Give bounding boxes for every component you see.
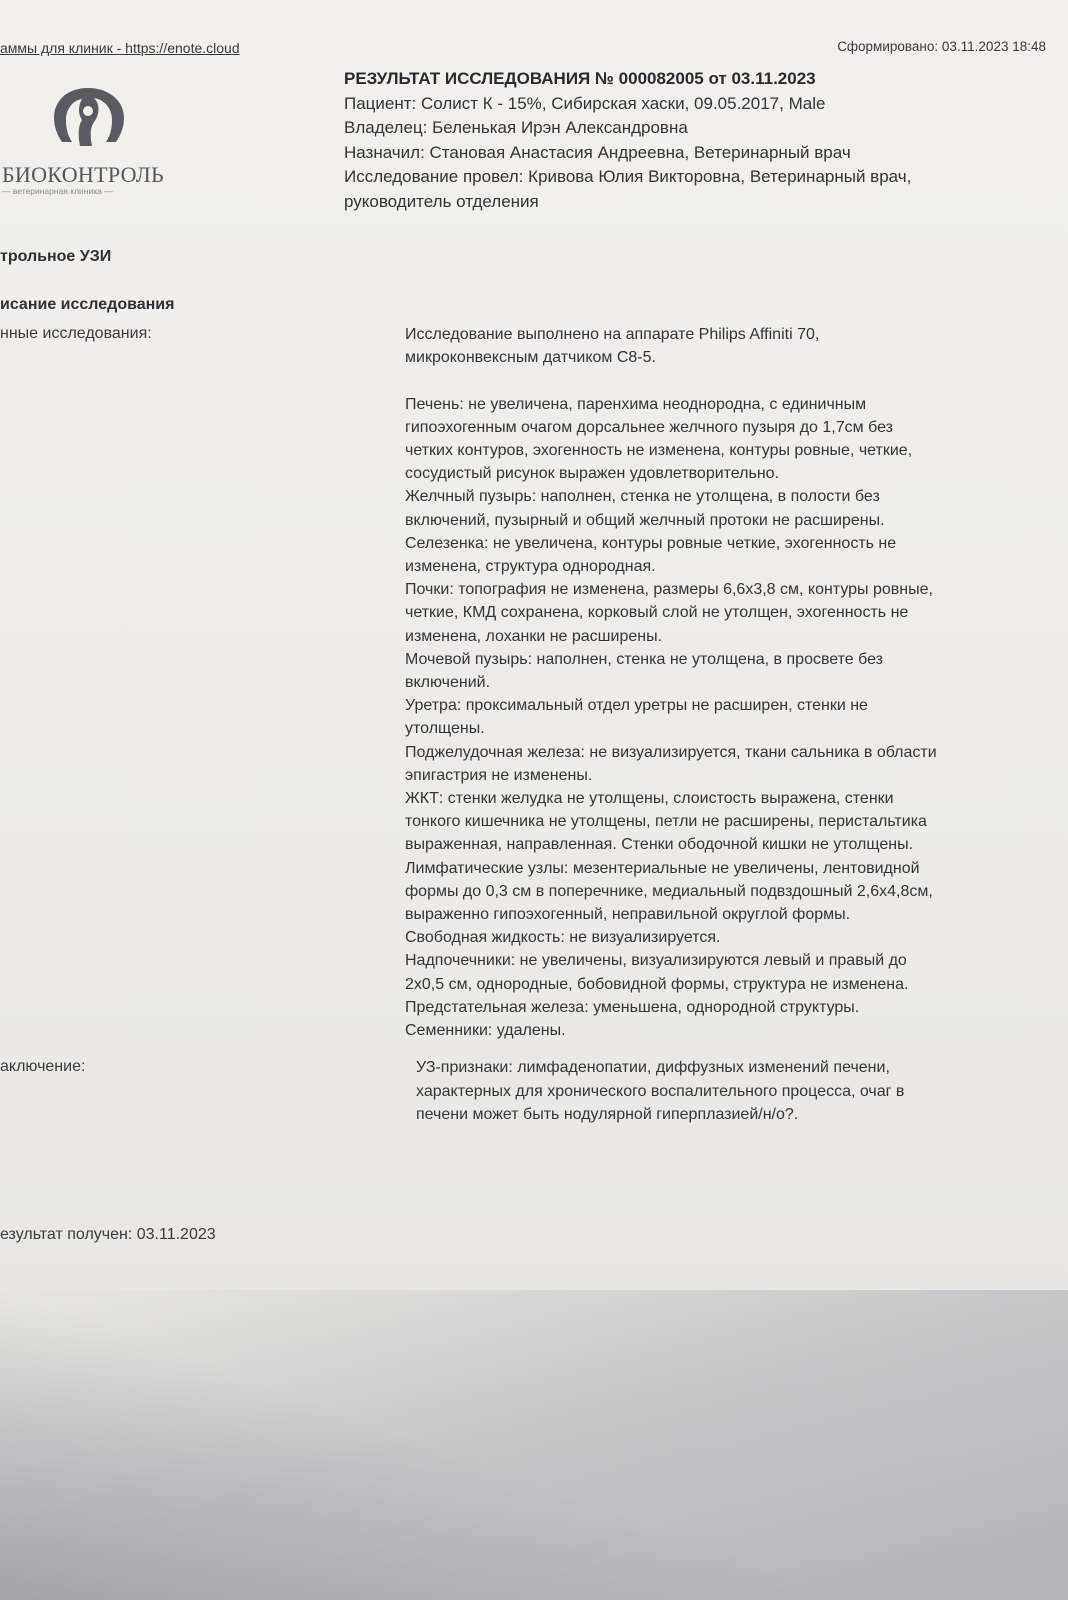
owner-line: Владелец: Беленькая Ирэн Александровна bbox=[344, 118, 688, 137]
findings-line: выраженно гипоэхогенный, неправильной округлой формы. bbox=[405, 906, 851, 924]
findings-line: формы до 0,3 см в поперечнике, медиальный подвздошный 2,6х4,8см, bbox=[405, 882, 933, 900]
findings-line: утолщены. bbox=[405, 720, 485, 738]
findings-line: Надпочечники: не увеличены, визуализируются левый и правый до bbox=[405, 952, 907, 970]
clinic-name: БИОКОНТРОЛЬ bbox=[2, 162, 164, 187]
clinic-subtitle: — ветеринарная клиника — bbox=[2, 186, 113, 196]
findings-line: эпигастрия не изменены. bbox=[405, 766, 593, 784]
findings-line: Уретра: проксимальный отдел уретры не расширен, стенки не bbox=[405, 697, 868, 715]
findings-line: включений. bbox=[405, 674, 491, 692]
findings-line: Семенники: удалены. bbox=[405, 1022, 566, 1040]
clinic-logo-icon bbox=[48, 84, 128, 150]
findings-line: Поджелудочная железа: не визуализируется, ткани сальника в области bbox=[405, 743, 937, 761]
findings-line: Селезенка: не увеличена, контуры ровные четкие, эхогенность не bbox=[405, 534, 897, 552]
study-type: трольное УЗИ bbox=[0, 248, 112, 265]
findings-line: изменена, лоханки не расширены. bbox=[405, 627, 663, 645]
description-heading: исание исследования bbox=[0, 296, 175, 313]
result-received: езультат получен: 03.11.2023 bbox=[0, 1226, 216, 1243]
report-title: РЕЗУЛЬТАТ ИССЛЕДОВАНИЯ № 000082005 от 03.11.2023 bbox=[344, 69, 816, 88]
software-link[interactable]: аммы для клиник - https://enote.cloud bbox=[0, 40, 240, 56]
findings-line: ЖКТ: стенки желудка не утолщены, слоистость выражена, стенки bbox=[405, 790, 894, 808]
findings-line: включений, пузырный и общий желчный протоки не расширены. bbox=[405, 511, 885, 529]
findings-line: Печень: не увеличена, паренхима неоднородна, с единичным bbox=[405, 395, 867, 413]
patient-line: Пациент: Солист К - 15%, Сибирская хаски, 09.05.2017, Male bbox=[344, 93, 826, 113]
generated-timestamp: Сформировано: 03.11.2023 18:48 bbox=[837, 39, 1046, 54]
paragraph-gap bbox=[405, 369, 1045, 392]
conclusion-line: УЗ-признаки: лимфаденопатии, диффузных изменений печени, bbox=[416, 1059, 890, 1076]
findings-line: Лимфатические узлы: мезентериальные не увеличены, лентовидной bbox=[405, 859, 920, 877]
findings-line: тонкого кишечника не утолщены, петли не расширены, перистальтика bbox=[405, 813, 927, 831]
findings-line: изменена, структура однородная. bbox=[405, 558, 656, 576]
clinic-logo bbox=[0, 80, 180, 200]
photo-shadow-wedge bbox=[0, 1280, 1068, 1600]
conclusion-label: аключение: bbox=[0, 1058, 86, 1075]
photo-shadow bbox=[0, 1290, 1068, 1600]
findings-line: Предстательная железа: уменьшена, однородной структуры. bbox=[405, 998, 860, 1016]
findings-line: Почки: топография не изменена, размеры 6,6х3,8 см, контуры ровные, bbox=[405, 581, 933, 599]
findings-line: Мочевой пузырь: наполнен, стенка не утолщена, в просвете без bbox=[405, 650, 884, 668]
study-data-label: нные исследования: bbox=[0, 325, 152, 342]
findings-line: гипоэхогенным очагом дорсальнее желчного пузыря до 1,7см без bbox=[405, 418, 893, 436]
performed-by-line-cont: руководитель отделения bbox=[344, 191, 539, 211]
report-header bbox=[344, 67, 1044, 214]
findings-line: четкие, КМД сохранена, корковый слой не утолщен, эхогенность не bbox=[405, 604, 909, 622]
findings-line: выраженная, направленная. Стенки ободочной кишки не утолщены. bbox=[405, 836, 914, 854]
ordered-by-line: Назначил: Становая Анастасия Андреевна, Ветеринарный врач bbox=[344, 142, 851, 162]
findings-line: 2х0,5 см, однородные, бобовидной формы, структура не изменена. bbox=[405, 975, 909, 993]
findings-line: четких контуров, эхогенность не изменена, контуры ровные, четкие, bbox=[405, 442, 913, 459]
findings-line: Желчный пузырь: наполнен, стенка не утолщена, в полости без bbox=[405, 488, 880, 506]
performed-by-line: Исследование провел: Кривова Юлия Викторовна, Ветеринарный врач, bbox=[344, 167, 912, 186]
conclusion-line: характерных для хронического воспалительного процесса, очаг в bbox=[416, 1082, 905, 1100]
findings-line: Свободная жидкость: не визуализируется. bbox=[405, 929, 721, 947]
conclusion-text bbox=[416, 1056, 1036, 1127]
findings-line: Исследование выполнено на аппарате Philips Affiniti 70, bbox=[405, 326, 820, 343]
conclusion-line: печени может быть нодулярной гиперплазией/н/о?. bbox=[416, 1106, 799, 1123]
findings-line: сосудистый рисунок выражен удовлетворительно. bbox=[405, 465, 780, 483]
findings-line: микроконвексным датчиком C8-5. bbox=[405, 349, 656, 367]
study-findings bbox=[405, 323, 1045, 1042]
